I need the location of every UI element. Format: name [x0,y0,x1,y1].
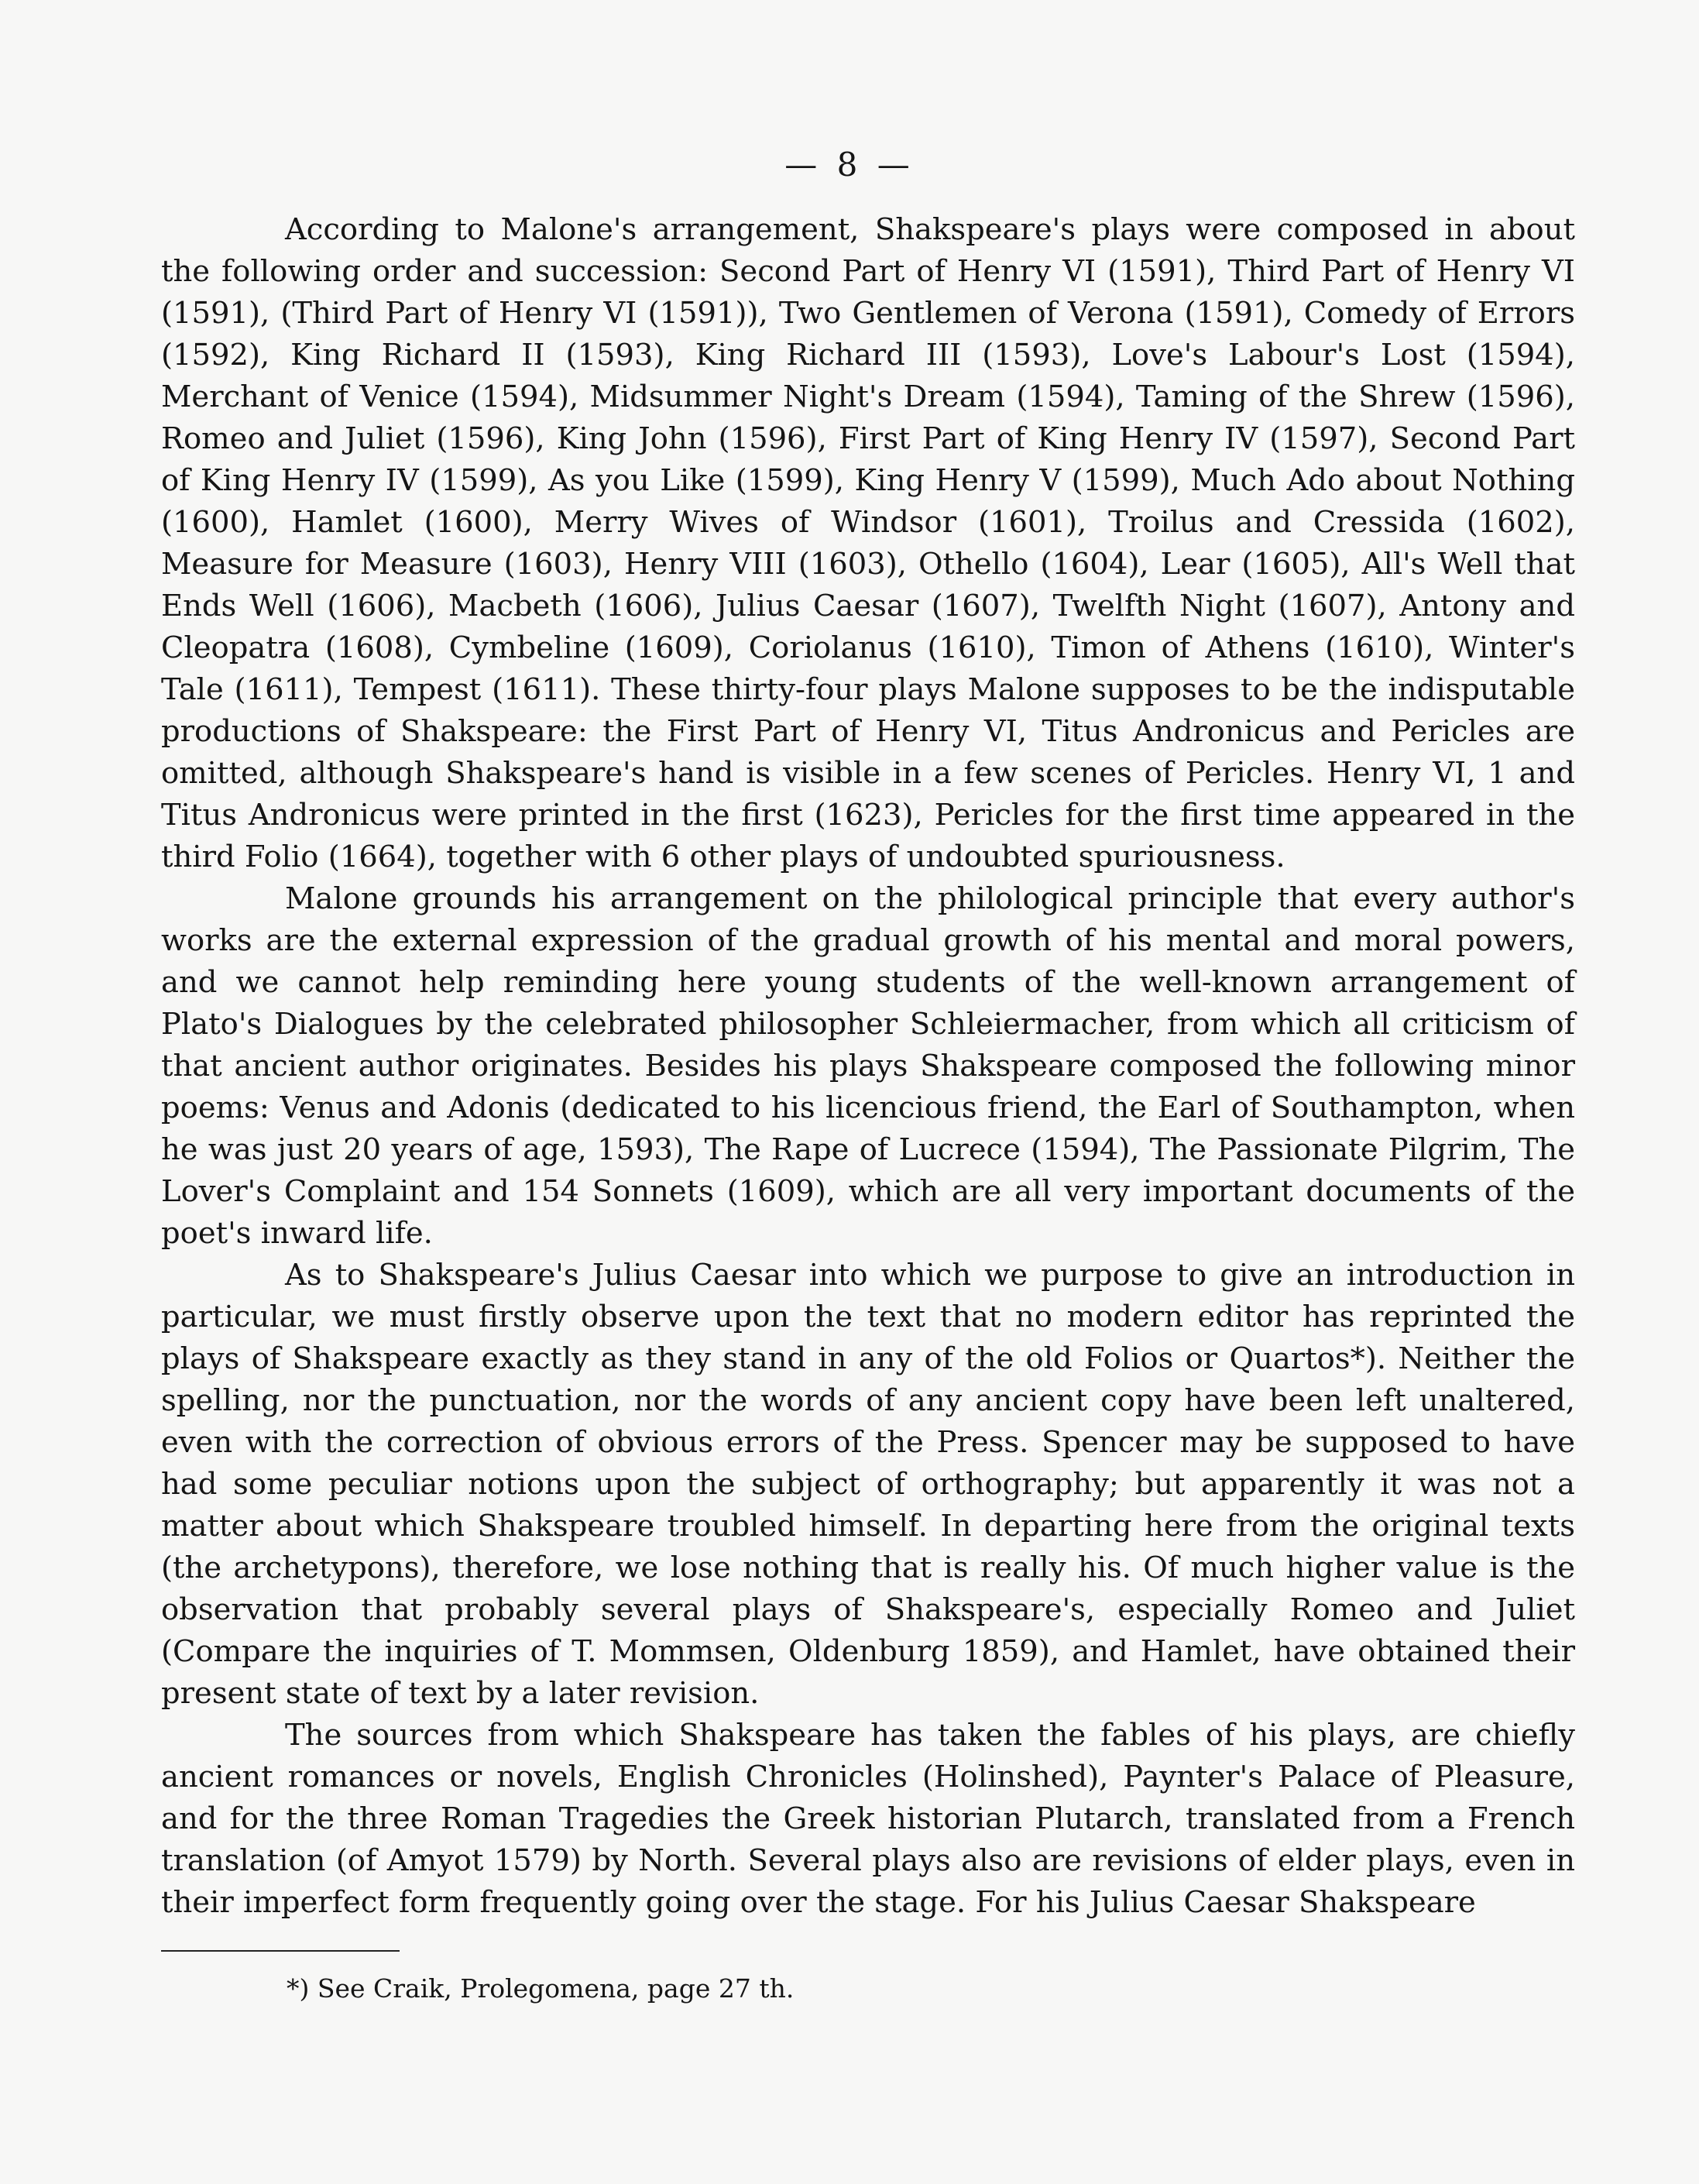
footnote-divider [161,1950,400,1952]
paragraph-sources: The sources from which Shakspeare has taken the fables of his plays, are chiefly ancient romances or novels, English Chronicles (Holinshed), Paynter's Palace of Pleasure, and for the three Roman Tragedies the Greek historian Plutarch, translated from a French translation (of Amyot 1579) by North. Several plays also are revisions of elder plays, even in their imperfect form frequently going over the stage. For his Julius Caesar Shakspeare [161,1718,1575,1920]
footnote: *) See Craik, Prolegomena, page 27 th. [287,1973,795,2004]
paragraph-malone-arrangement: According to Malone's arrangement, Shakspeare's plays were composed in about the following order and succession: Second Part of Henry VI (1591), Third Part of Henry VI (1591), (Third Part of Henry VI (1591)), Two Gentlemen of Verona (1591), Comedy of Errors (1592), King Richard II (1593), King Richard III (1593), Love's Labour's Lost (1594), Merchant of Venice (1594), Midsummer Night's Dream (1594), Taming of the Shrew (1596), Romeo and Juliet (1596), King John (1596), First Part of King Henry IV (1597), Second Part of King Henry IV (1599), As you Like (1599), King Henry V (1599), Much Ado about Nothing (1600), Hamlet (1600), Merry Wives of Windsor (1601), Troilus and Cressida (1602), Measure for Measure (1603), Henry VIII (1603), Othello (1604), Lear (1605), All's Well that Ends Well (1606), Macbeth (1606), Julius Caesar (1607), Twelfth Night (1607), Antony and Cleopatra (1608), Cymbeline (1609), Coriolanus (1610), Timon of Athens (1610), Winter's Tale (1611), Tempest (1611). These thirty-four plays Malone supposes to be the indisputable productions of Shakspeare: the First Part of Henry VI, Titus Andronicus and Pericles are omitted, although Shakspeare's hand is visible in a few scenes of Pericles. Henry VI, 1 and Titus Andronicus were printed in the first (1623), Pericles for the first time appeared in the third Folio (1664), together with 6 other plays of undoubted spuriousness. [161,212,1575,874]
page-number: — 8 — [784,146,915,184]
body-text [161,209,1575,1924]
paragraph-philological-principle: Malone grounds his arrangement on the philological principle that every author's works are the external expression of the gradual growth of his mental and moral powers, and we cannot help reminding here young students of the well-known arrangement of Plato's Dialogues by the celebrated philosopher Schleiermacher, from which all criticism of that ancient author originates. Besides his plays Shakspeare composed the following minor poems: Venus and Adonis (dedicated to his licencious friend, the Earl of Southampton, when he was just 20 years of age, 1593), The Rape of Lucrece (1594), The Passionate Pilgrim, The Lover's Complaint and 154 Sonnets (1609), which are all very important documents of the poet's inward life. [161,881,1575,1251]
paragraph-julius-caesar-text: As to Shakspeare's Julius Caesar into which we purpose to give an introduction in particular, we must firstly observe upon the text that no modern editor has reprinted the plays of Shakspeare exactly as they stand in any of the old Folios or Quartos*). Neither the spelling, nor the punctuation, nor the words of any ancient copy have been left unaltered, even with the correction of obvious errors of the Press. Spencer may be supposed to have had some peculiar notions upon the subject of orthography; but apparently it was not a matter about which Shakspeare troubled himself. In departing here from the original texts (the archetypons), therefore, we lose nothing that is really his. Of much higher value is the observation that probably several plays of Shakspeare's, especially Romeo and Juliet (Compare the inquiries of T. Mommsen, Oldenburg 1859), and Hamlet, have obtained their present state of text by a later revision. [161,1258,1575,1711]
